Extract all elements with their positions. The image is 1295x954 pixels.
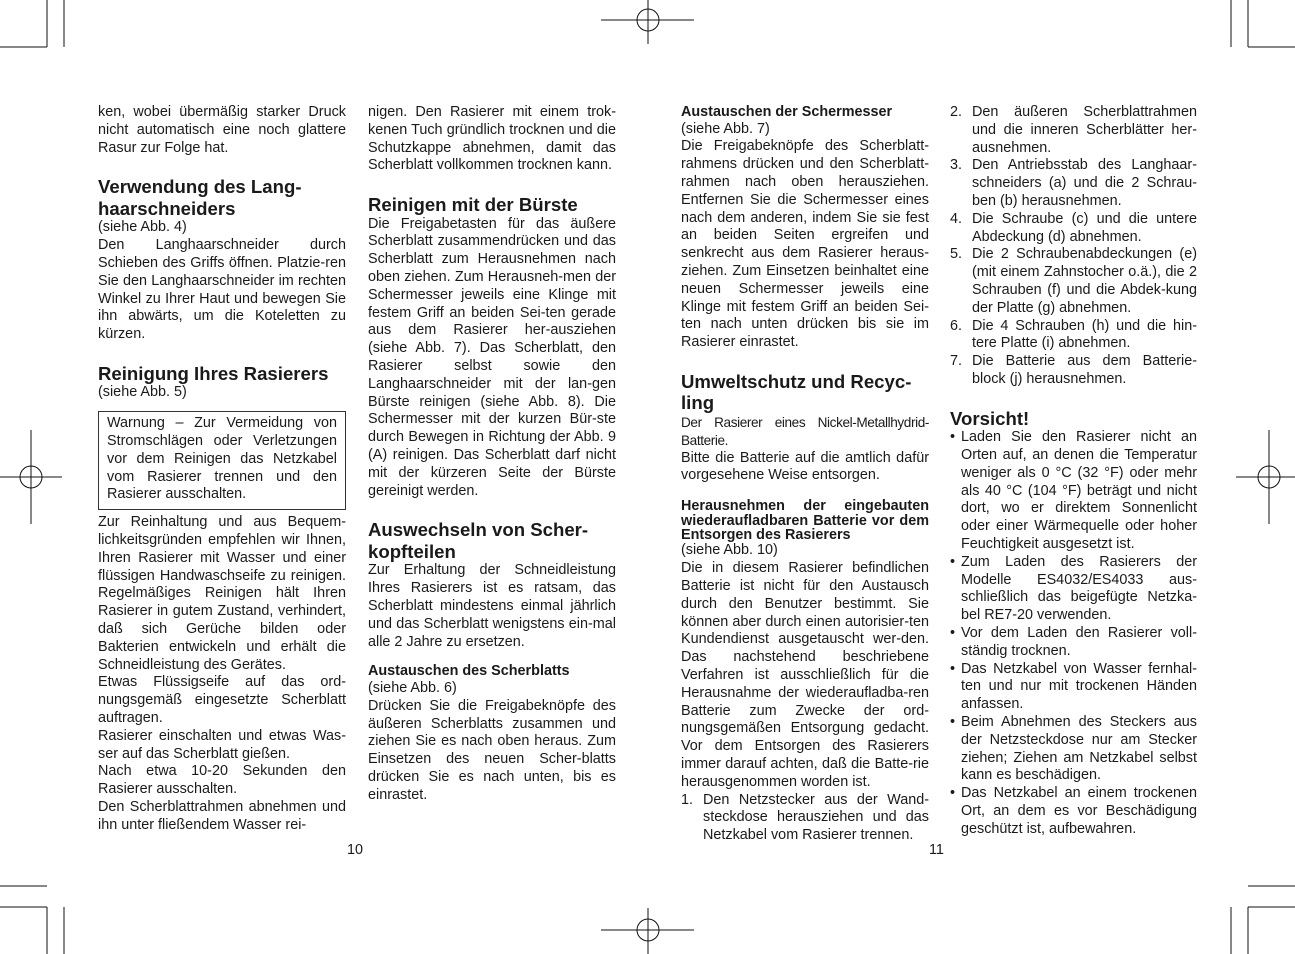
caution-text: Das Netzkabel an einem trockenen Ort, an dem es vor Beschädigung geschützt ist, aufbewahren. xyxy=(961,785,1197,837)
subheading-remove-battery: Herausnehmen der eingebauten wiederaufladbaren Batterie vor dem Entsorgen des Rasierers xyxy=(681,498,929,543)
battery-type-text: Der Rasierer eines Nickel-Metallhydrid-Batterie. xyxy=(681,414,929,448)
heading-longhair-trimmer: Verwendung des Lang-haarschneiders xyxy=(98,176,302,219)
cleaning-paragraph-2: Etwas Flüssigseife auf das ord-nungsgemäß eingesetzte Scherblatt auftragen. xyxy=(98,674,346,727)
page11-column-1 xyxy=(681,104,929,845)
page-number-10: 10 xyxy=(347,842,364,858)
list-item xyxy=(681,792,929,845)
step-number: 5. xyxy=(950,246,963,263)
step-number: 1. xyxy=(681,791,694,808)
caution-text: Beim Abnehmen des Steckers aus der Netzsteckdose nur am Stecker ziehen; Ziehen am Netzkabel selbst kann es beschädigen. xyxy=(961,714,1197,784)
bullet: • xyxy=(950,714,956,730)
replace-foil-text: Drücken Sie die Freigabeknöpfe des äußeren Scherblatts zusammen und ziehen Sie es nach oben heraus. Zum Einsetzen des neuen Scher-blatts drücken Sie es nach unten, bis es einrastet. xyxy=(368,697,616,803)
list-item xyxy=(950,104,1197,157)
caution-text: Zum Laden des Rasierers der Modelle ES4032/ES4033 aus-schließlich das beigefügte Netzka-bel RE7-20 verwenden. xyxy=(961,553,1197,624)
caution-text: Vor dem Laden den Rasierer voll-ständig trocknen. xyxy=(961,625,1197,659)
subheading-replace-blades: Austauschen der Schermesser xyxy=(681,104,893,120)
cleaning-paragraph-4: Nach etwa 10-20 Sekunden den Rasierer ausschalten. xyxy=(98,763,346,798)
step-number: 6. xyxy=(950,317,963,334)
registration-cross-bottom xyxy=(601,908,694,954)
list-item xyxy=(950,211,1197,247)
step-number: 2. xyxy=(950,104,963,120)
caution-text: Laden Sie den Rasierer nicht an Orten auf, an denen die Temperatur weniger als 0 °C (32 °F) oder mehr als 40 °C (104 °F) beträgt und nicht dort, wo er direktem Sonnenlicht oder einer Wärmequelle oder hoher Feuchtigkeit ausgesetzt ist. xyxy=(961,429,1197,553)
cleaning-paragraph-1: Zur Reinhaltung und aus Bequem-lichkeitsgründen empfehlen wir Ihnen, Ihren Rasierer mit Wasser und einer flüssigen Handwaschseife zu reinigen. Regelmäßiges Reinigen hält Ihren Rasierer in gutem Zustand, verhindert, daß sich Gerüche bilden oder Bakterien entwickeln und erhält die Schneidleistung des Gerätes. xyxy=(98,514,346,673)
step-number: 3. xyxy=(950,157,963,174)
replace-blades-text: Die Freigabeknöpfe des Scherblatt-rahmens drücken und den Scherblatt-rahmen nach oben herausziehen. Entfernen Sie die Schermesser eines nach dem anderen, indem Sie sie fest an beiden Seiten ergreifen und senkrecht aus dem Rasierer heraus-ziehen. Zum Einsetzen beinhaltet eine neuen Schermesser jeweils eine Klinge mit festem Griff an beiden Sei-ten nach unten drücken bis sie im Rasierer einrastet. xyxy=(681,138,929,351)
page-number-11: 11 xyxy=(929,842,944,858)
warning-box xyxy=(98,411,346,510)
step-text: Die Schraube (c) und die untere Abdeckung (d) abnehmen. xyxy=(972,210,1197,245)
page10-column-1 xyxy=(98,104,346,835)
registration-cross-left xyxy=(0,430,62,524)
cleaning-paragraph-3: Rasierer einschalten und etwas Was-ser auf das Scherblatt gießen. xyxy=(98,727,346,762)
step-text: Den äußeren Scherblattrahmen und die inneren Scherblätter her-ausnehmen. xyxy=(972,104,1197,156)
continued-paragraph: nigen. Den Rasierer mit einem trok-kenen Tuch gründlich trocknen und die Schutzkappe abnehmen, damit das Scherblatt vollkommen trocknen kann. xyxy=(368,104,616,174)
list-item xyxy=(950,429,1197,554)
step-text: Die 4 Schrauben (h) und die hin-tere Platte (i) abnehmen. xyxy=(972,317,1197,352)
figure-reference: (siehe Abb. 5) xyxy=(98,384,187,401)
figure-reference: (siehe Abb. 4) xyxy=(98,219,187,236)
bullet: • xyxy=(950,660,956,677)
brush-cleaning-text: Die Freigabetasten für das äußere Scherblatt zusammendrücken und das Scherblatt zum Herausnehmen nach oben ziehen. Zum Herausneh-men der Schermesser jeweils eine Klinge mit festem Griff an beiden Sei-ten gerade aus dem Rasierer her-ausziehen (siehe Abb. 7). Das Scherblatt, den Rasierer selbst sowie den Langhaarschneider mit der lan-gen Bürste reinigen (siehe Abb. 8). Die Schermesser mit der kurzen Bür-ste durch Bewegen in Richtung der Abb. 9 (A) reinigen. Das Scherblatt darf nicht mit der kürzeren Seite der Bürste gereinigt werden. xyxy=(368,215,616,499)
replacing-parts-text: Zur Erhaltung der Schneidleistung Ihres Rasierers ist es ratsam, das Scherblatt mindestens einmal jährlich und das Scherblatt wenigstens ein-mal alle 2 Jahre zu ersetzen. xyxy=(368,562,616,650)
figure-reference: (siehe Abb. 7) xyxy=(681,120,770,137)
list-item xyxy=(950,353,1197,389)
step-text: Die Batterie aus dem Batterie-block (j) herausnehmen. xyxy=(972,353,1197,387)
figure-reference: (siehe Abb. 6) xyxy=(368,680,457,697)
step-number: 4. xyxy=(950,210,963,227)
heading-environment-recycling: Umweltschutz und Recyc-ling xyxy=(681,370,912,414)
subheading-replace-foil: Austauschen des Scherblatts xyxy=(368,663,570,680)
page10-column-2 xyxy=(368,104,616,805)
list-item xyxy=(950,318,1197,354)
heading-caution: Vorsicht! xyxy=(950,407,1030,429)
heading-brush-cleaning: Reinigen mit der Bürste xyxy=(368,194,578,216)
step-text: Den Netzstecker aus der Wand-steckdose herausziehen und das Netzkabel vom Rasierer trennen. xyxy=(703,791,929,844)
bullet: • xyxy=(950,429,956,446)
step-number: 7. xyxy=(950,353,963,370)
bullet: • xyxy=(950,553,956,570)
step-text: Den Antriebsstab des Langhaar-schneiders (a) und die 2 Schrau-ben (b) herausnehmen. xyxy=(972,157,1197,209)
list-item xyxy=(950,661,1197,714)
heading-replacing-parts: Auswechseln von Scher-kopfteilen xyxy=(368,519,589,562)
bullet: • xyxy=(950,625,956,642)
warning-text: Warnung – Zur Vermeidung von Stromschlägen oder Verletzungen vor dem Reinigen das Netzkabel vom Rasierer trennen und den Rasierer ausschalten. xyxy=(107,415,337,503)
cleaning-paragraph-5: Den Scherblattrahmen abnehmen und ihn unter fließendem Wasser rei- xyxy=(98,799,346,833)
caution-text: Das Netzkabel von Wasser fernhal-ten und nur mit trockenen Händen anfassen. xyxy=(961,660,1197,713)
list-item xyxy=(950,625,1197,661)
list-item xyxy=(950,157,1197,210)
caution-list xyxy=(950,429,1197,838)
longhair-trimmer-text: Den Langhaarschneider durch Schieben des Griffs öffnen. Platzie-ren Sie den Langhaarschneider im rechten Winkel zu Ihrer Haut und bewegen Sie ihn abwärts, um die Koteletten zu kürzen. xyxy=(98,237,346,343)
registration-cross-right xyxy=(1236,430,1295,524)
bullet: • xyxy=(950,785,956,802)
step-text: Die 2 Schraubenabdeckungen (e) (mit einem Zahnstocher o.ä.), die 2 Schrauben (f) und die Abdek-kung der Platte (g) abnehmen. xyxy=(972,246,1197,316)
battery-removal-steps-part-1 xyxy=(681,792,929,845)
figure-reference: (siehe Abb. 10) xyxy=(681,542,778,559)
battery-removal-steps-part-2 xyxy=(950,104,1197,389)
page11-column-2 xyxy=(950,104,1197,839)
list-item xyxy=(950,246,1197,317)
list-item xyxy=(950,554,1197,625)
remove-battery-text: Die in diesem Rasierer befindlichen Batterie ist nicht für den Austausch durch den Benutzer bestimmt. Sie können aber durch einen autorisier-ten Kundendienst ausgetauscht wer-den. Das nachstehend beschriebene Verfahren ist ausschließlich für die Herausnahme der wiederaufladba-ren Batterie zum Zwecke der ord-nungsgemäßen Entsorgung gedacht. Vor dem Entsorgen des Rasierers immer darauf achten, daß die Batte-rie herausgenommen worden ist. xyxy=(681,560,929,790)
battery-disposal-text: Bitte die Batterie auf die amtlich dafür vorgesehene Weise entsorgen. xyxy=(681,449,929,484)
heading-cleaning-shaver: Reinigung Ihres Rasierers xyxy=(98,362,329,384)
list-item xyxy=(950,785,1197,838)
continued-paragraph: ken, wobei übermäßig starker Druck nicht automatisch eine noch glattere Rasur zur Folge hat. xyxy=(98,104,346,156)
list-item xyxy=(950,714,1197,785)
registration-cross-top xyxy=(601,0,694,44)
